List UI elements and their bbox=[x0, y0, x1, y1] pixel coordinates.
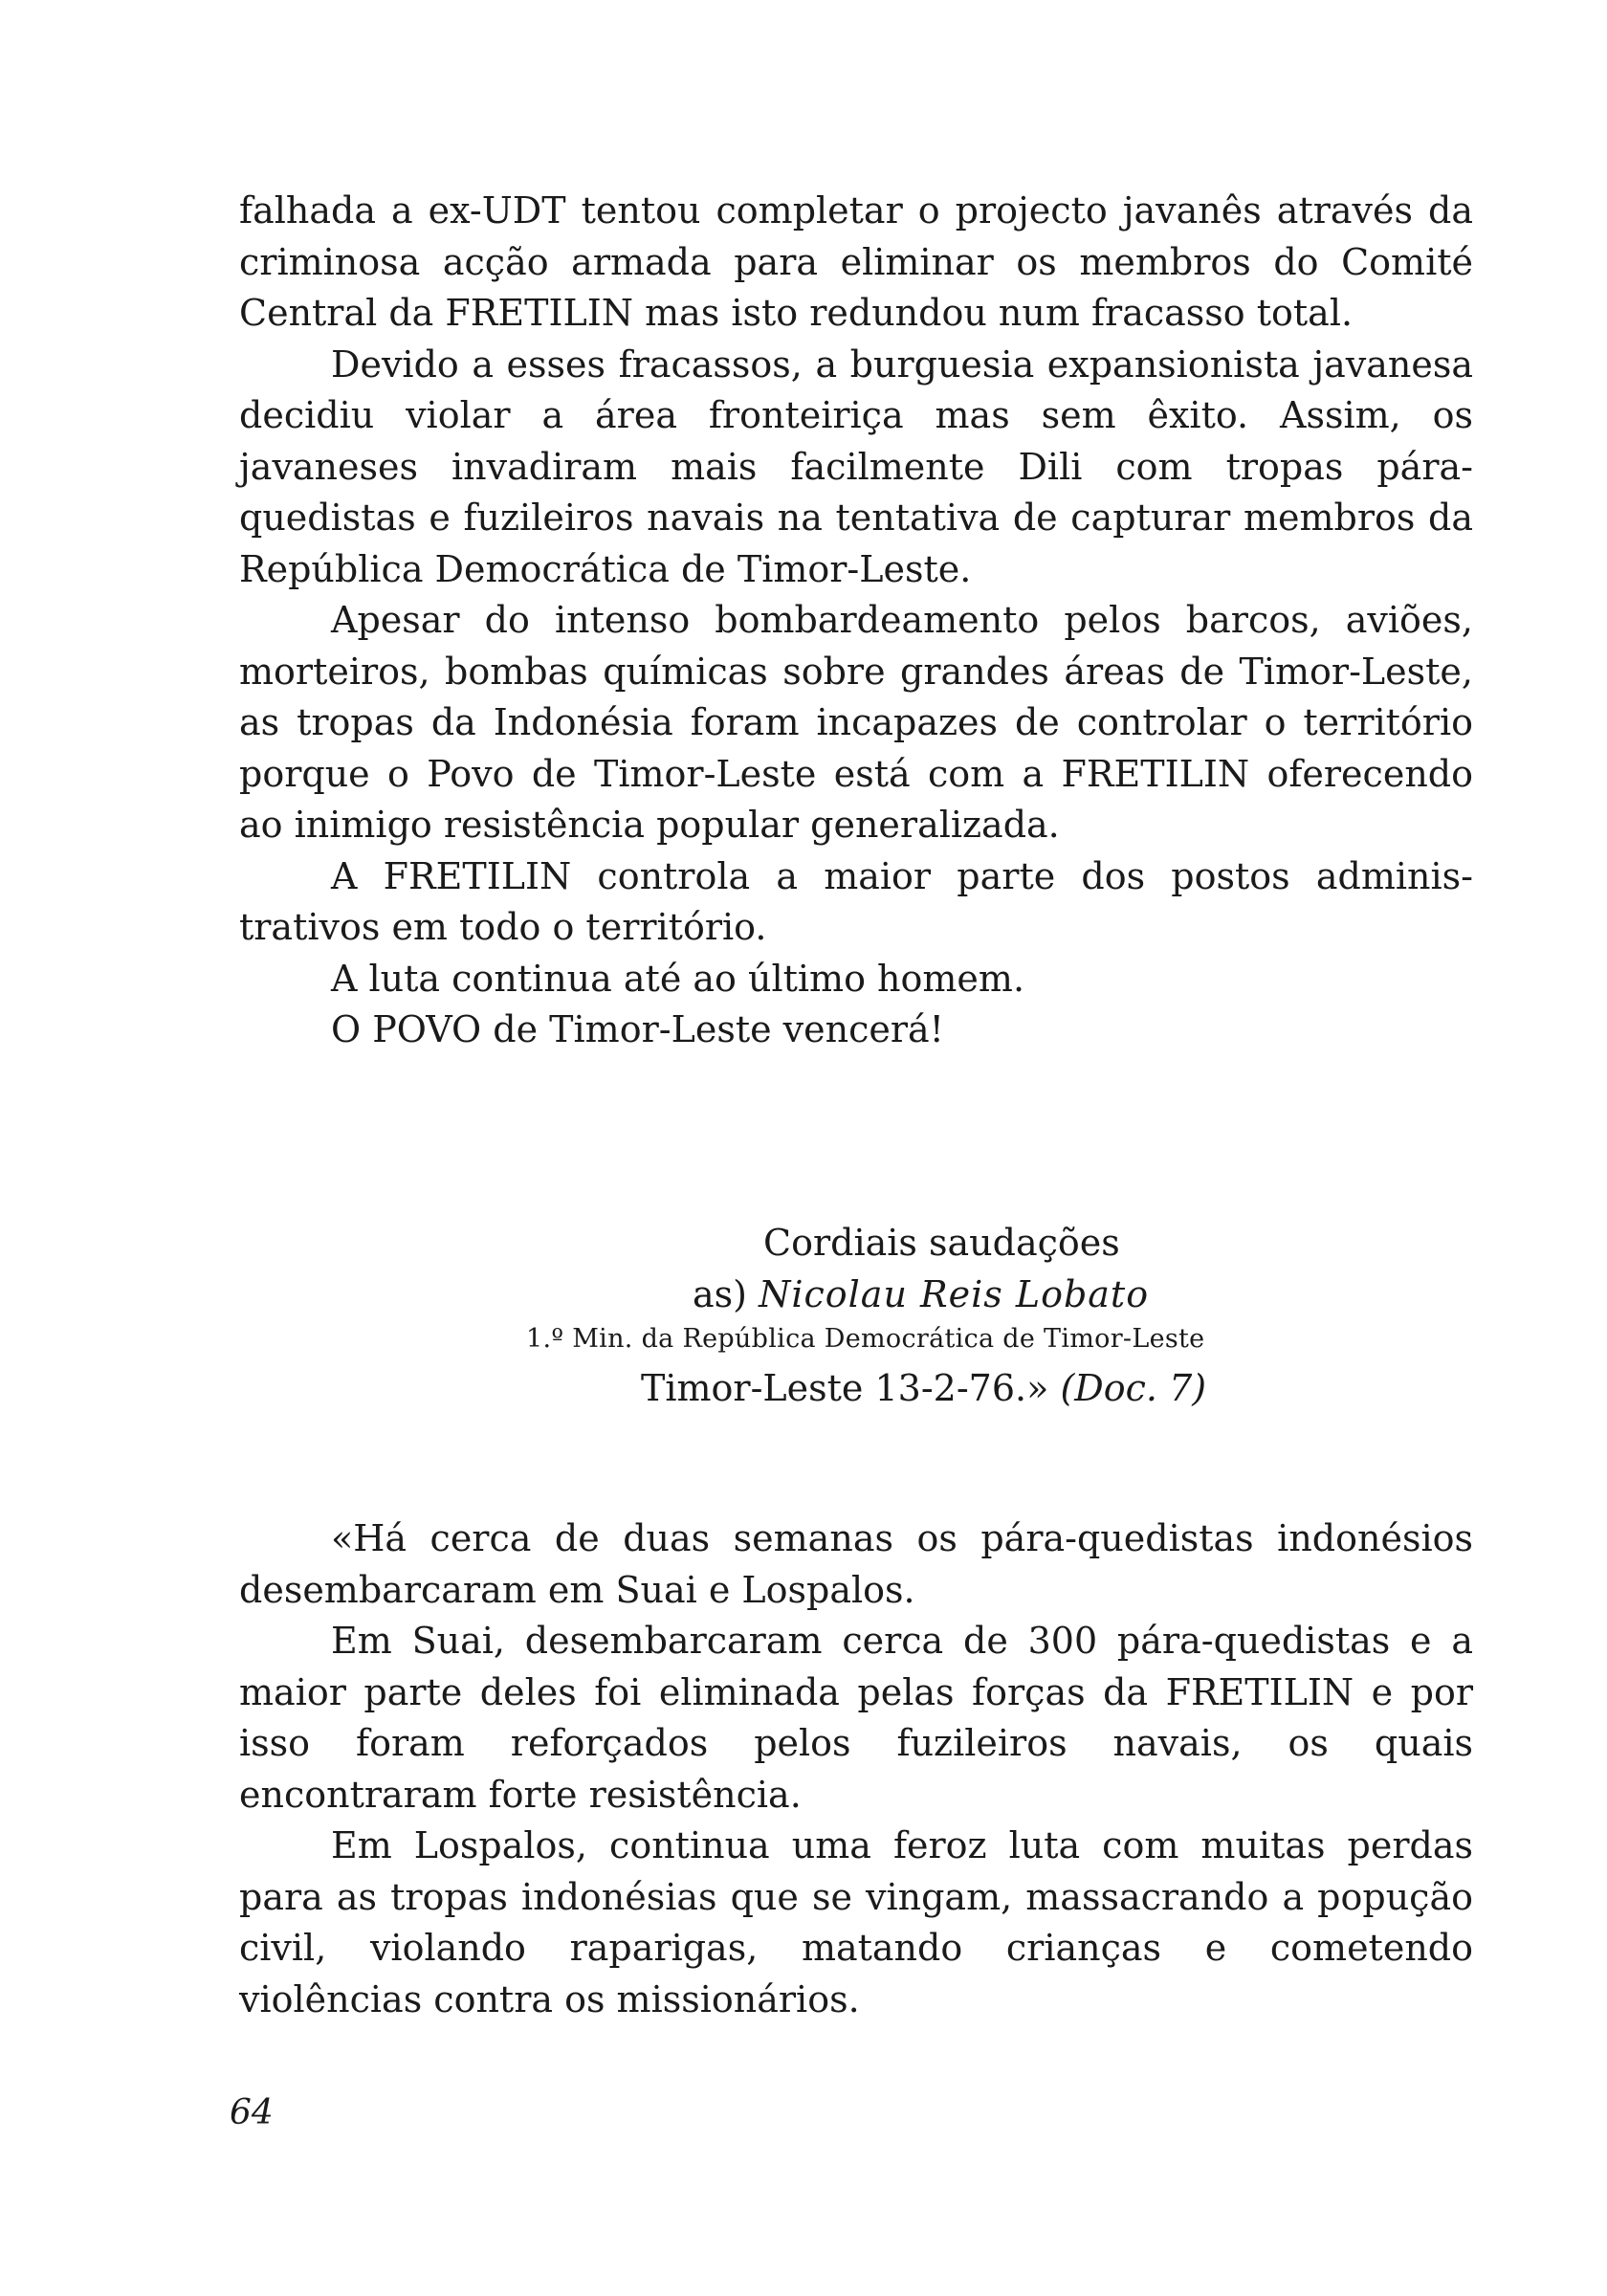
place-date bbox=[239, 1362, 1473, 1414]
letter-signature bbox=[239, 1217, 1473, 1414]
signatory bbox=[239, 1269, 1473, 1320]
paragraph: Em Suai, desembarcaram cerca de 300 pára-quedistas e a maior parte deles foi eliminada pelas forças da FRETILIN e por isso foram reforçados pelos fuzileiros navais, os quais encontraram forte resistência. bbox=[239, 1620, 1473, 1816]
place-date-text: Timor-Leste 13-2-76.» bbox=[641, 1367, 1049, 1409]
paragraph: A luta continua até ao último homem. bbox=[331, 957, 1025, 1000]
signatory-name: Nicolau Reis Lobato bbox=[759, 1273, 1150, 1315]
page-number: 64 bbox=[230, 2093, 274, 2132]
paragraph: Em Lospalos, continua uma feroz luta com muitas perdas para as tropas indonésias que se vingam, massacrando a popução civil, violando raparigas, matando crianças e cometendo violências contra os missionários. bbox=[239, 1824, 1473, 2020]
quoted-report bbox=[239, 1513, 1473, 2025]
paragraph: Devido a esses fracassos, a burguesia expansionista javanesa decidiu violar a área fronteiriça mas sem êxito. Assim, os javaneses invadiram mais facilmente Dili com tropas pára-quedistas e fuzileiros navais na tentativa de capturar membros da República Democrática de Timor-Leste. bbox=[239, 342, 1473, 590]
signed-prefix: as) bbox=[693, 1273, 747, 1315]
letter-body bbox=[239, 186, 1473, 1056]
document-reference: (Doc. 7) bbox=[1060, 1367, 1207, 1409]
paragraph: «Há cerca de duas semanas os pára-quedistas indonésios desembarcaram em Suai e Lospalos. bbox=[239, 1517, 1473, 1611]
paragraph: Apesar do intenso bombardeamento pelos barcos, aviões, morteiros, bombas químicas sobre grandes áreas de Timor-Leste, as tropas da Indonésia foram incapazes de controlar o território porque o Povo de Timor-Leste está com a FRETILIN oferecendo ao inimigo resistência popular generalizada. bbox=[239, 599, 1473, 846]
paragraph: A FRETILIN controla a maior parte dos postos administrativos em todo o território. bbox=[239, 854, 1473, 948]
paragraph: falhada a ex-UDT tentou completar o projecto javanês através da criminosa acção armada para eliminar os membros do Comité Central da FRETILIN mas isto redundou num fracasso total. bbox=[239, 189, 1473, 334]
paragraph: O POVO de Timor-Leste vencerá! bbox=[331, 1008, 944, 1050]
signatory-title: 1.º Min. da República Democrática de Timor-Leste bbox=[526, 1324, 1205, 1354]
closing-greeting: Cordiais saudações bbox=[763, 1222, 1120, 1264]
